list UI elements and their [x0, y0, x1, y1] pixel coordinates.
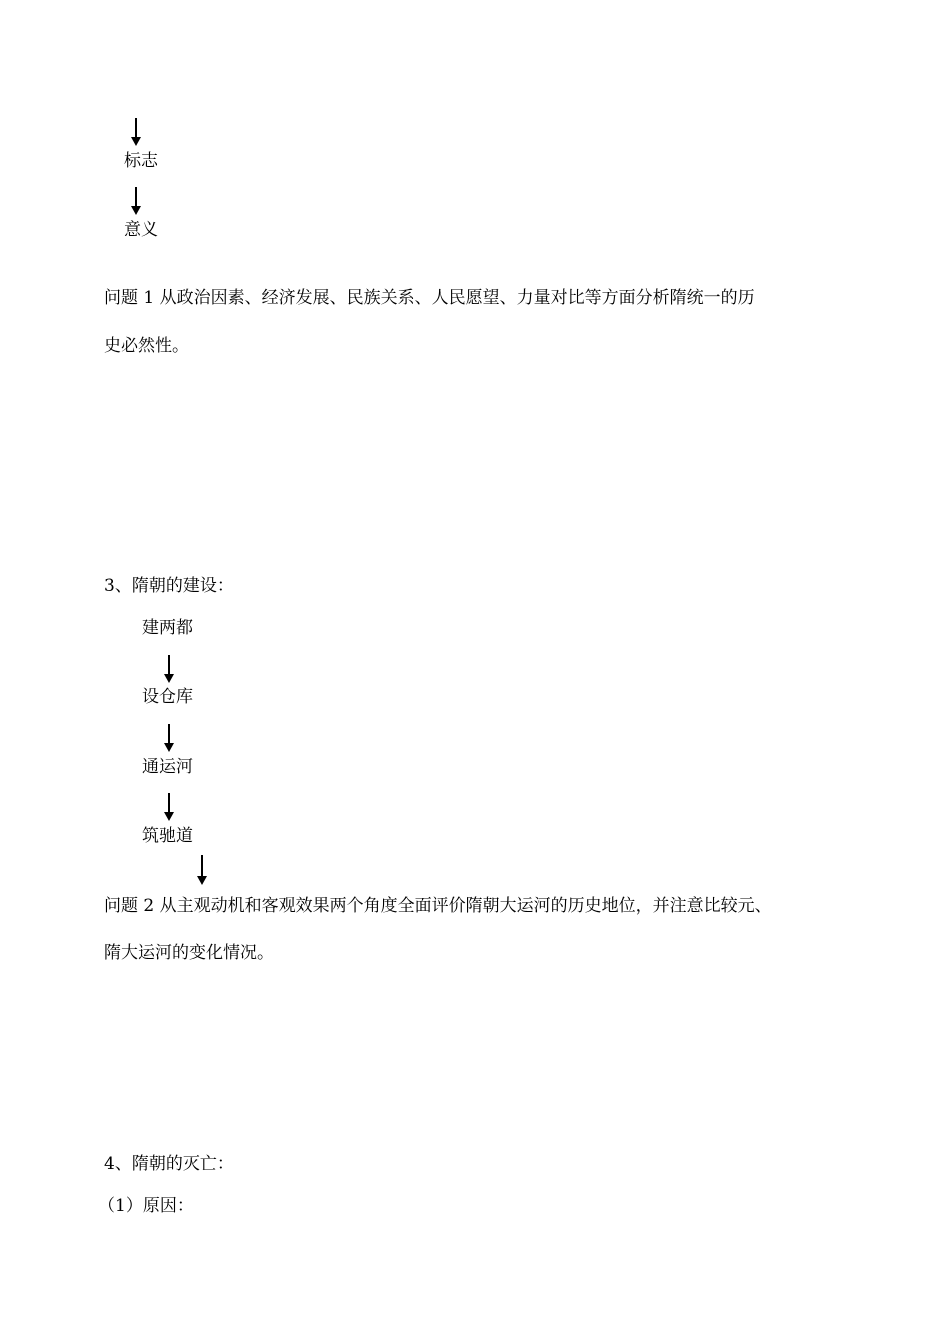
section-3-heading: 3、隋朝的建设：	[104, 576, 234, 596]
flow-item-jianliangdu: 建两都	[142, 618, 193, 638]
flow-item-tongyunhe: 通运河	[142, 757, 193, 777]
flow-item-biaozhi: 标志	[124, 151, 158, 171]
flow-item-zhuchidao: 筑驰道	[142, 826, 193, 846]
question-1-line-2: 史必然性。	[104, 336, 189, 356]
flow-item-yiyi: 意义	[124, 220, 158, 240]
flow-arrow-down-icon	[131, 187, 141, 215]
flow-item-shecangku: 设仓库	[142, 687, 193, 707]
question-2-line-2: 隋大运河的变化情况。	[104, 943, 274, 963]
flow-arrow-down-icon	[164, 655, 174, 683]
flow-arrow-down-icon	[164, 793, 174, 821]
flow-arrow-down-icon	[164, 724, 174, 752]
flow-arrow-down-icon	[131, 118, 141, 146]
section-4-sub-1: （1）原因：	[98, 1196, 194, 1216]
question-1-line-1: 问题 1 从政治因素、经济发展、民族关系、人民愿望、力量对比等方面分析隋统一的历	[104, 288, 755, 308]
question-2-line-1: 问题 2 从主观动机和客观效果两个角度全面评价隋朝大运河的历史地位，并注意比较元、	[104, 896, 772, 916]
flow-arrow-down-icon	[197, 855, 207, 885]
section-4-heading: 4、隋朝的灭亡：	[104, 1154, 234, 1174]
